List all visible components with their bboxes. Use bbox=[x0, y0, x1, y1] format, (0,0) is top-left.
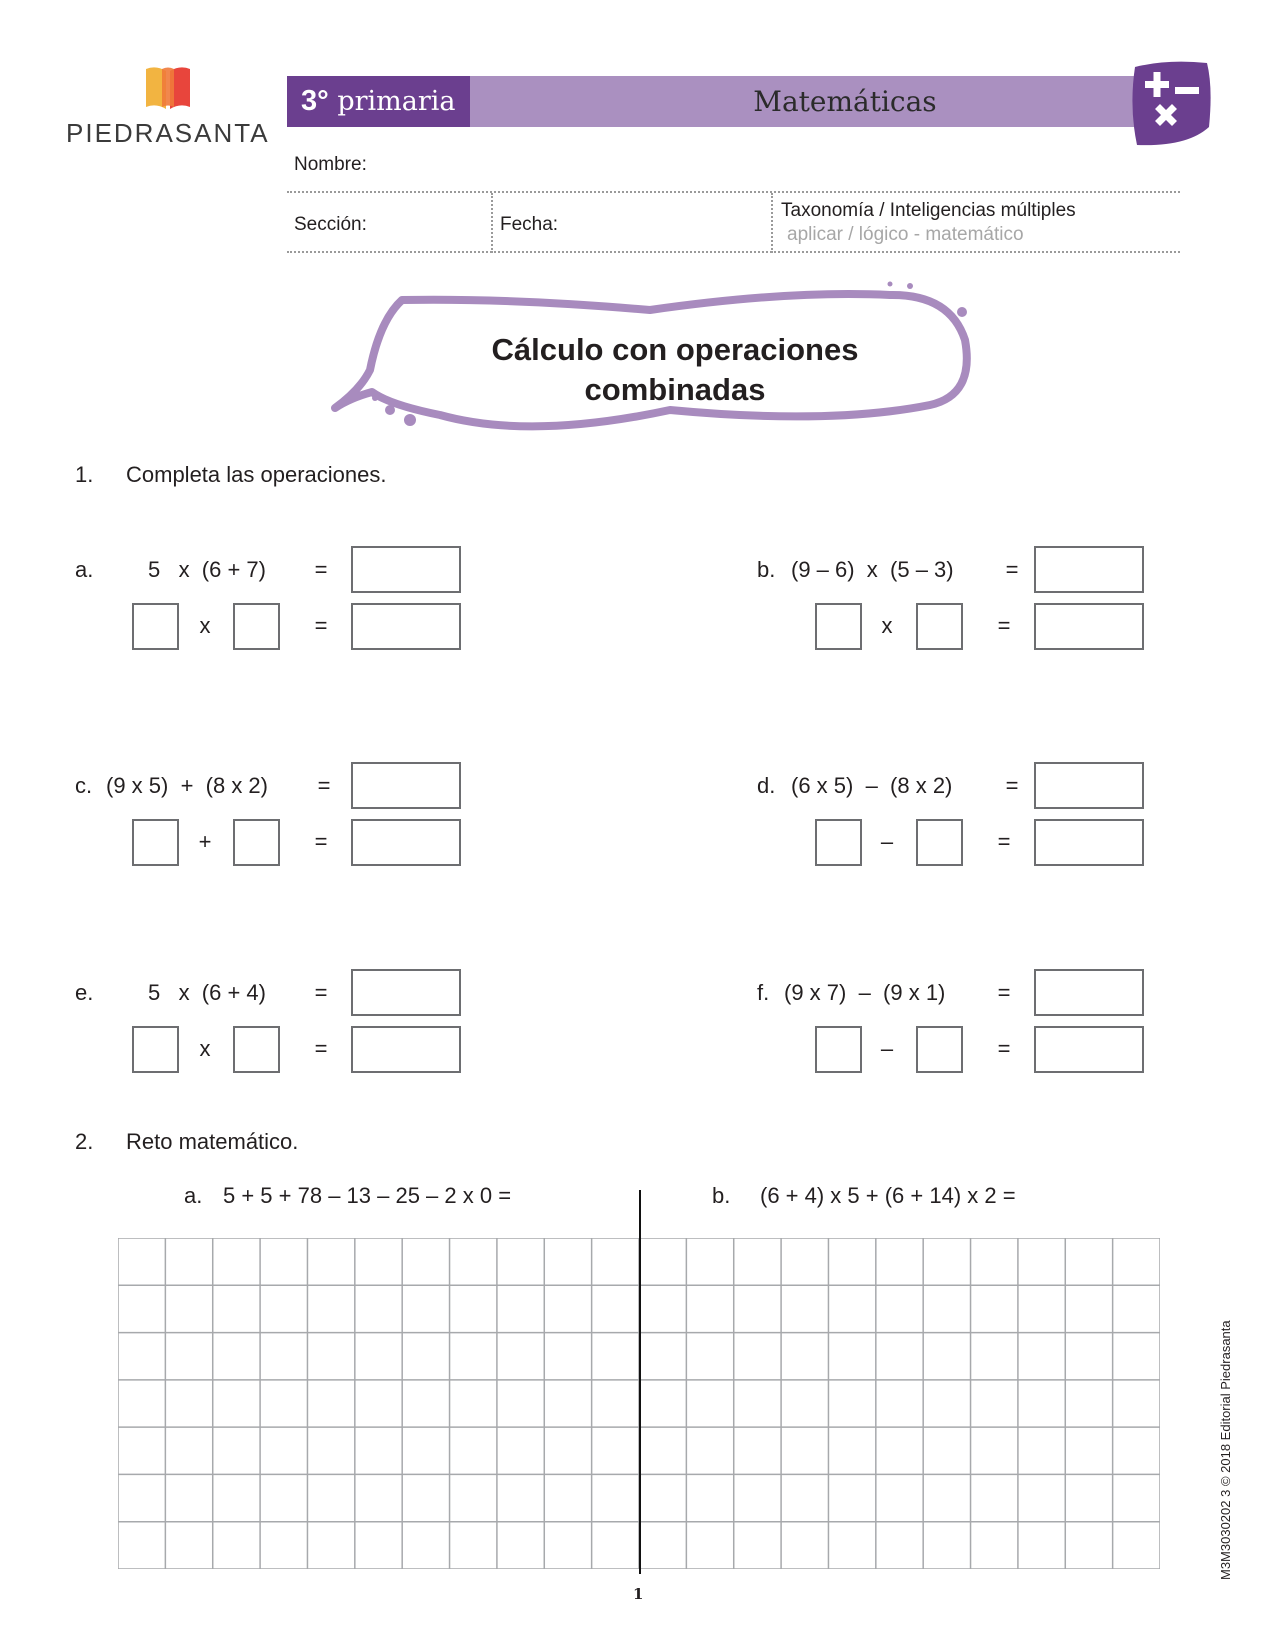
equals-sign: = bbox=[314, 980, 328, 1005]
divider-line bbox=[287, 251, 1180, 253]
answer-box-small[interactable] bbox=[916, 819, 963, 866]
operator-sign: + bbox=[198, 829, 212, 854]
item-expression: (6 x 5) – (8 x 2) bbox=[791, 773, 953, 798]
book-logo-icon bbox=[142, 63, 194, 113]
nombre-label: Nombre: bbox=[294, 154, 367, 175]
math-operators-icon bbox=[1127, 57, 1213, 150]
question-number: 2. bbox=[75, 1129, 94, 1154]
page-number: 1 bbox=[633, 1585, 644, 1603]
grade-badge bbox=[287, 76, 470, 127]
equals-sign: = bbox=[997, 1036, 1011, 1061]
taxonomia-values: aplicar / lógico - matemático bbox=[787, 224, 1024, 245]
title-line-2: combinadas bbox=[584, 372, 766, 407]
answer-box-small[interactable] bbox=[233, 819, 280, 866]
divider-line bbox=[771, 193, 773, 253]
answer-box-small[interactable] bbox=[132, 819, 179, 866]
challenge-letter: b. bbox=[712, 1183, 731, 1208]
equals-sign: = bbox=[1005, 557, 1019, 582]
item-expression: 5 x (6 + 7) bbox=[148, 557, 266, 582]
item-expression: 5 x (6 + 4) bbox=[148, 980, 266, 1005]
question-prompt: Completa las operaciones. bbox=[126, 462, 387, 487]
equals-sign: = bbox=[314, 1036, 328, 1061]
operator-sign: x bbox=[881, 613, 893, 638]
answer-box[interactable] bbox=[351, 546, 461, 593]
answer-box[interactable] bbox=[1034, 546, 1144, 593]
answer-box[interactable] bbox=[1034, 603, 1144, 650]
item-expression: (9 x 7) – (9 x 1) bbox=[784, 980, 946, 1005]
answer-box-small[interactable] bbox=[132, 1026, 179, 1073]
equals-sign: = bbox=[314, 557, 328, 582]
subject-title: Matemáticas bbox=[753, 85, 937, 118]
item-letter: d. bbox=[757, 773, 776, 798]
answer-box-small[interactable] bbox=[233, 1026, 280, 1073]
copyright-text: M3M3030202 3 © 2018 Editorial Piedrasanta bbox=[1218, 1320, 1233, 1580]
equals-sign: = bbox=[997, 613, 1011, 638]
answer-box-small[interactable] bbox=[233, 603, 280, 650]
answer-box-small[interactable] bbox=[132, 603, 179, 650]
challenge-expression: 5 + 5 + 78 – 13 – 25 – 2 x 0 = bbox=[223, 1183, 512, 1208]
item-letter: e. bbox=[75, 980, 94, 1005]
answer-box[interactable] bbox=[1034, 762, 1144, 809]
answer-box[interactable] bbox=[1034, 819, 1144, 866]
answer-box[interactable] bbox=[351, 1026, 461, 1073]
taxonomia-label: Taxonomía / Inteligencias múltiples bbox=[781, 200, 1076, 221]
equals-sign: = bbox=[997, 980, 1011, 1005]
answer-box[interactable] bbox=[351, 762, 461, 809]
equals-sign: = bbox=[317, 773, 331, 798]
equals-sign: = bbox=[314, 829, 328, 854]
fecha-label: Fecha: bbox=[500, 214, 559, 235]
item-letter: f. bbox=[757, 980, 770, 1005]
answer-box-small[interactable] bbox=[815, 603, 862, 650]
equals-sign: = bbox=[1005, 773, 1019, 798]
item-letter: b. bbox=[757, 557, 776, 582]
grade-label: primaria bbox=[337, 86, 456, 117]
equals-sign: = bbox=[997, 829, 1011, 854]
answer-box[interactable] bbox=[351, 603, 461, 650]
answer-box[interactable] bbox=[1034, 969, 1144, 1016]
operator-sign: – bbox=[880, 829, 894, 854]
challenge-expression: (6 + 4) x 5 + (6 + 14) x 2 = bbox=[760, 1183, 1016, 1208]
item-letter: c. bbox=[75, 773, 93, 798]
divider-line bbox=[287, 191, 1180, 193]
logo-text: PIEDRASANTA bbox=[66, 118, 270, 148]
operator-sign: x bbox=[199, 1036, 211, 1061]
question-number: 1. bbox=[75, 462, 94, 487]
answer-box[interactable] bbox=[351, 969, 461, 1016]
item-expression: (9 – 6) x (5 – 3) bbox=[791, 557, 954, 582]
title-line-1: Cálculo con operaciones bbox=[491, 332, 859, 367]
grade-number: 3° bbox=[301, 85, 329, 117]
worksheet-title bbox=[440, 330, 910, 410]
answer-box[interactable] bbox=[351, 819, 461, 866]
challenge-letter: a. bbox=[184, 1183, 203, 1208]
grid-divider bbox=[639, 1190, 641, 1574]
equals-sign: = bbox=[314, 613, 328, 638]
operator-sign: x bbox=[199, 613, 211, 638]
answer-box-small[interactable] bbox=[916, 603, 963, 650]
answer-box[interactable] bbox=[1034, 1026, 1144, 1073]
seccion-label: Sección: bbox=[294, 214, 367, 235]
answer-box-small[interactable] bbox=[916, 1026, 963, 1073]
divider-line bbox=[491, 193, 493, 253]
operator-sign: – bbox=[880, 1036, 894, 1061]
question-prompt: Reto matemático. bbox=[126, 1129, 299, 1154]
item-expression: (9 x 5) + (8 x 2) bbox=[106, 773, 268, 798]
answer-box-small[interactable] bbox=[815, 1026, 862, 1073]
item-letter: a. bbox=[75, 557, 94, 582]
answer-box-small[interactable] bbox=[815, 819, 862, 866]
